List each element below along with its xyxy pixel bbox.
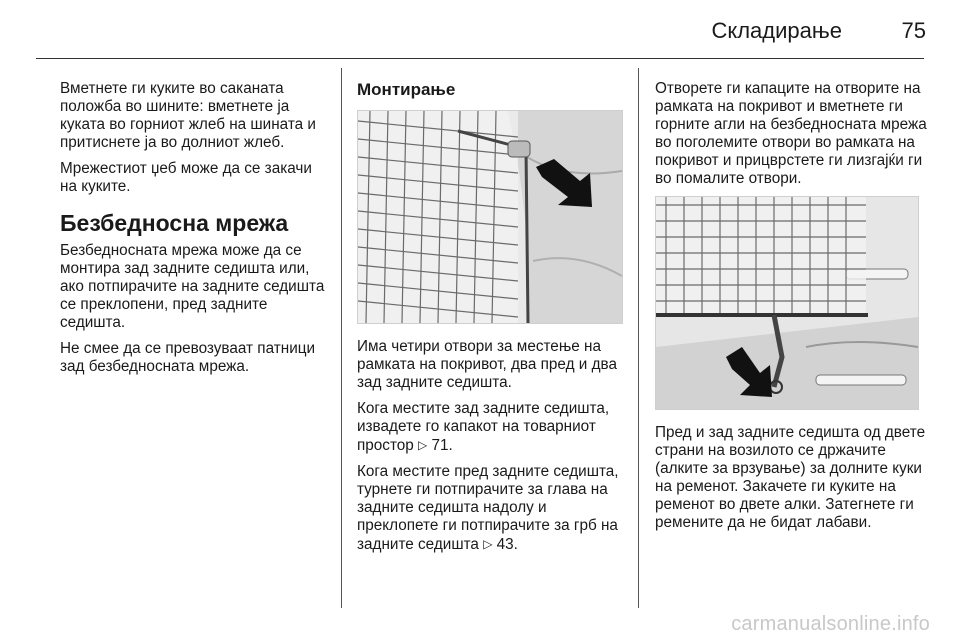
page-reference-icon: ▷ (418, 438, 428, 452)
paragraph-in-front-seats (357, 463, 629, 554)
column-divider-1 (341, 68, 342, 608)
paragraph-open-covers: Отворете ги капаците на отворите на рамката на покривот и вметнете ги горните агли на безбедносната мрежа во поголемите отвори во рамката на покривот и прицврстете ги лизгајќи ги во помалите отвори. (655, 80, 927, 187)
column-middle (357, 80, 629, 562)
paragraph-passenger-warning: Не смее да се превозуваат патници зад безбедносната мрежа. (60, 340, 316, 375)
page-ref-cargo-cover[interactable]: 71. (431, 437, 453, 454)
paragraph-four-openings: Има четири отвори за местење на рамката на покривот, два пред и два зад задните седишта. (357, 338, 617, 391)
paragraph-net-pocket: Мрежестиот џеб може да се закачи на куките. (60, 160, 312, 195)
paragraph-lashing-eyes: Пред и зад задните седишта од двете страни на возилото се држачите (алките за врзување) за долните куки на ременот. Закачете ги куките на ременот во двете алки. Затегнете ги ремените да не бидат лабави. (655, 424, 926, 531)
page-number: 75 (901, 18, 926, 43)
column-left (60, 80, 332, 384)
paragraph-hooks-insert: Вметнете ги куките во саканата положба во шините: вметнете ја куката во горниот жлеб на шината и притиснете ја во долниот жлеб. (60, 80, 316, 151)
subheading-installation: Монтирање (357, 80, 456, 99)
paragraph-behind-seats-text: Кога местите зад задните седишта, извадете го капакот на товарниот простор (357, 400, 610, 454)
figure-lashing-eye-hook (655, 196, 919, 410)
page-title: Складирање (711, 18, 842, 43)
page-reference-icon: ▷ (483, 537, 493, 551)
paragraph-behind-seats (357, 400, 629, 455)
column-divider-2 (638, 68, 639, 608)
figure-roof-frame-opening (357, 110, 623, 324)
paragraph-net-mounting: Безбедносната мрежа може да се монтира зад задните седишта или, ако потпирачите на задните седишта се преклопени, пред задните седишта. (60, 242, 325, 331)
page-ref-rear-seats[interactable]: 43. (496, 536, 518, 553)
watermark: carmanualsonline.info (731, 613, 930, 635)
section-heading-safety-net: Безбедносна мрежа (60, 210, 289, 236)
column-right (655, 80, 931, 540)
header-divider (36, 58, 924, 59)
paragraph-in-front-seats-text: Кога местите пред задните седишта, турнете ги потпирачите за глава на задните седишта надолу и преклопете ги потпирачите за грб на задните седишта (357, 463, 619, 553)
